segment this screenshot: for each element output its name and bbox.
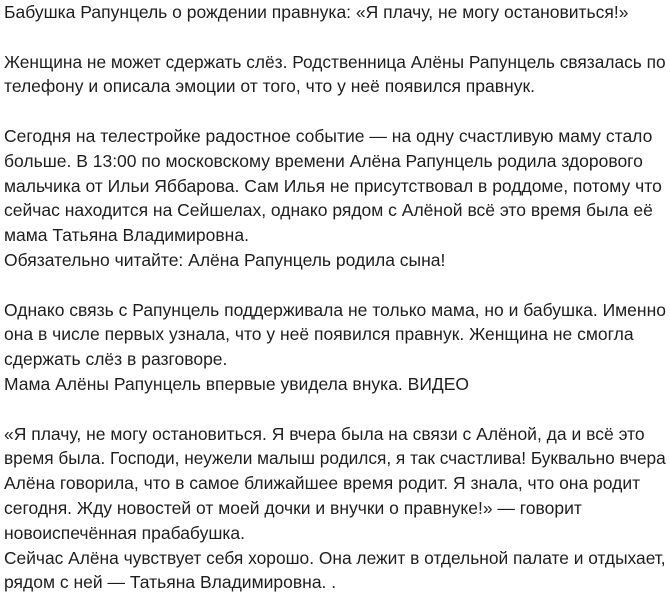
text-line: Мама Алёны Рапунцель впервые увидела внука. ВИДЕО (4, 373, 470, 394)
text-line: она в числе первых узнала, что у неё появился правнук. Женщина не смогла (4, 324, 634, 345)
paragraph (4, 298, 670, 397)
text-line: мальчика от Ильи Яббарова. Сам Илья не присутствовал в роддоме, потому что (4, 175, 662, 196)
text-line: Женщина не может сдержать слёз. Родственница Алёны Рапунцель связалась по (4, 51, 666, 72)
text-line: новоиспечённая прабабушка. (4, 522, 245, 543)
text-line: Однако связь с Рапунцель поддерживала не только мама, но и бабушка. Именно (4, 299, 666, 320)
text-line: Сейчас Алёна чувствует себя хорошо. Она лежит в отдельной палате и отдыхает, (4, 547, 666, 568)
text-line: время была. Господи, неужели малыш родился, я так счастлива! Буквально вчера (4, 448, 666, 469)
text-line: телефону и описала эмоции от того, что у неё появился правнук. (4, 76, 535, 97)
text-line: сегодня. Жду новостей от моей дочки и внучки о правнуке!» — говорит (4, 497, 582, 518)
paragraph (4, 124, 670, 273)
text-line: больше. В 13:00 по московскому времени Алёна Рапунцель родила здорового (4, 150, 643, 171)
paragraph-gap (4, 397, 670, 422)
paragraph (4, 422, 670, 595)
text-line: «Я плачу, не могу остановиться. Я вчера была на связи с Алёной, да и всё это (4, 423, 645, 444)
paragraph-gap (4, 99, 670, 124)
text-line: Сегодня на телестройке радостное событие — на одну счастливую маму стало (4, 125, 653, 146)
text-line: Обязательно читайте: Алёна Рапунцель родила сына! (4, 249, 446, 270)
text-line: сдержать слёз в разговоре. (4, 349, 228, 370)
paragraph-gap (4, 273, 670, 298)
paragraph (4, 50, 670, 100)
article-title: Бабушка Рапунцель о рождении правнука: «Я плачу, не могу остановиться!» (4, 2, 629, 22)
paragraph-gap (4, 25, 670, 50)
text-line: Алёна говорила, что в самое ближайшее время родит. Я знала, что она родит (4, 473, 641, 494)
text-line: мама Татьяна Владимировна. (4, 225, 249, 246)
text-line: сейчас находится на Сейшелах, однако рядом с Алёной всё это время была её (4, 200, 653, 221)
text-line: рядом с ней — Татьяна Владимировна. . (4, 572, 337, 593)
